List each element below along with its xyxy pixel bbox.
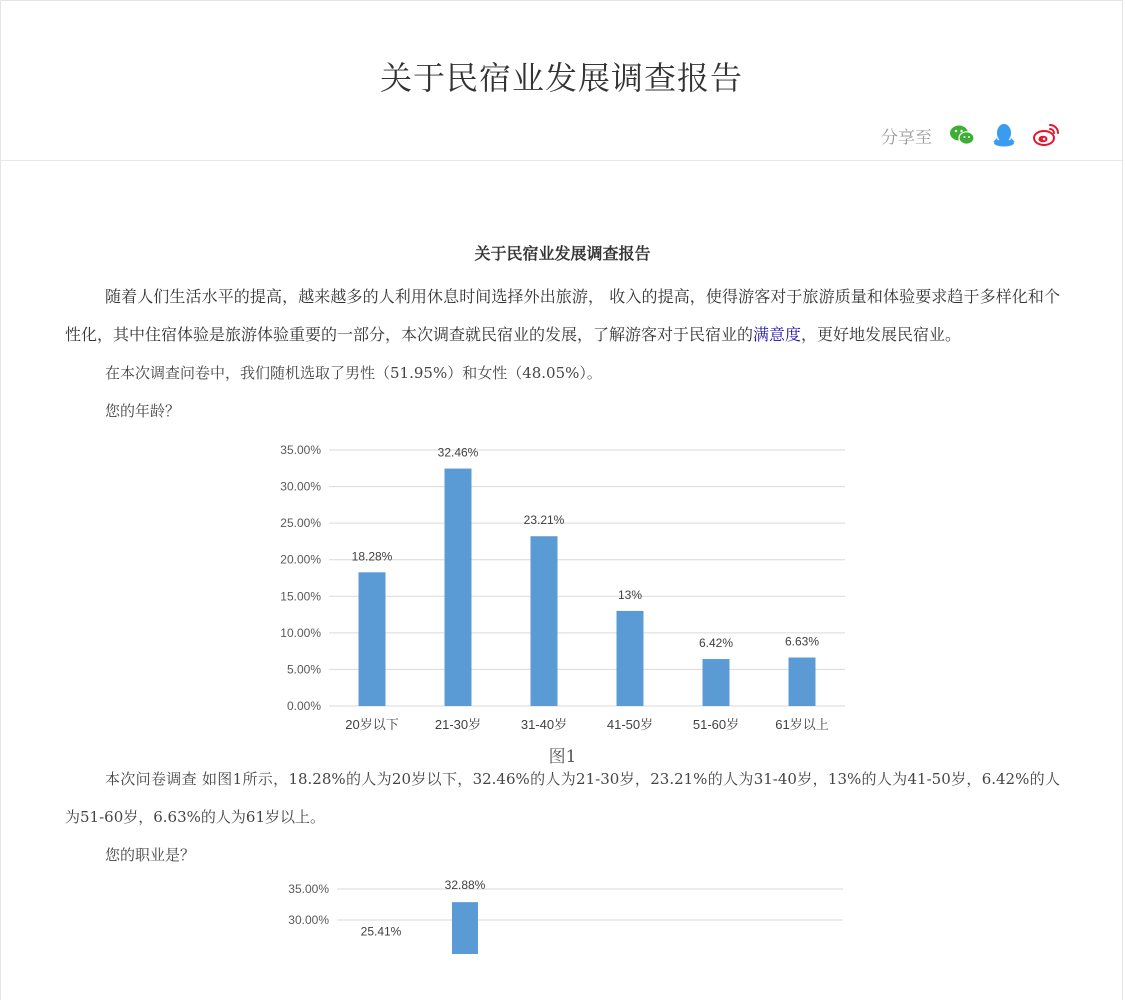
age-summary-paragraph: 本次问卷调查 如图1所示，18.28%的人为20岁以下，32.46%的人为21-30岁，23.21%的人为31-40岁，13%的人为41-50岁，6.42%的人为51-60岁，6.63%的人为61岁以上。 — [65, 770, 1060, 826]
y-tick-label: 30.00% — [280, 479, 321, 494]
y-tick-label: 0.00% — [286, 699, 321, 713]
data-label: 18.28% — [351, 549, 393, 564]
y-tick-label: 20.00% — [280, 552, 321, 567]
intro-text-end: ，更好地发展民宿业。 — [801, 325, 962, 344]
x-tick-label: 41-50岁 — [606, 717, 654, 732]
bar — [452, 902, 478, 954]
bar — [789, 658, 816, 706]
intro-text: 随着人们生活水平的提高，越来越多的人利用休息时间选择外出旅游， 收入的提高，使得游客对于旅游质量和体验要求趋于多样化和个性化，其中住宿体验是旅游体验重要的一部分，本次调查就民宿业的发展，了解游客对于民宿业的 — [65, 287, 1060, 344]
data-label: 6.63% — [784, 634, 820, 649]
age-bar-chart — [65, 430, 1062, 740]
job-question: 您的职业是？ — [105, 846, 196, 864]
y-tick-label: 10.00% — [280, 625, 321, 640]
bar — [359, 572, 386, 706]
job-chart — [65, 874, 1060, 954]
x-tick-label: 20岁以下 — [345, 717, 399, 732]
weibo-icon[interactable] — [1032, 121, 1060, 149]
article-body — [65, 241, 1060, 954]
page-title: 关于民宿业发展调查报告 — [379, 59, 743, 97]
qq-icon[interactable] — [990, 121, 1018, 149]
data-label: 6.42% — [698, 636, 734, 651]
y-tick-label: 35.00% — [280, 443, 321, 457]
data-label: 13% — [617, 587, 643, 602]
data-label: 23.21% — [523, 513, 565, 528]
x-tick-label: 31-40岁 — [520, 717, 568, 732]
y-tick-label: 15.00% — [280, 589, 321, 604]
article-title: 关于民宿业发展调查报告 — [474, 244, 651, 263]
page-header — [1, 1, 1122, 161]
y-tick-label: 35.00% — [288, 882, 329, 896]
data-label: 25.41% — [360, 924, 402, 939]
job-bar-chart — [65, 874, 1062, 954]
bar — [445, 469, 472, 706]
x-tick-label: 21-30岁 — [434, 717, 482, 732]
x-tick-label: 61岁以上 — [775, 717, 829, 732]
data-label: 32.88% — [444, 878, 486, 893]
bar — [703, 659, 730, 706]
wechat-icon[interactable] — [948, 121, 976, 149]
y-tick-label: 25.00% — [280, 516, 321, 531]
y-tick-label: 30.00% — [288, 913, 329, 927]
bar — [617, 611, 644, 706]
intro-paragraph — [65, 278, 1060, 354]
share-label: 分享至 — [881, 127, 932, 148]
data-label: 32.46% — [437, 445, 479, 460]
satisfaction-link[interactable]: 满意度 — [753, 325, 802, 344]
bar — [531, 536, 558, 706]
gender-paragraph: 在本次调查问卷中，我们随机选取了男性（51.95%）和女性（48.05%）。 — [105, 364, 602, 382]
y-tick-label: 5.00% — [286, 662, 321, 677]
age-chart — [65, 430, 1060, 767]
x-tick-label: 51-60岁 — [692, 717, 740, 732]
share-bar — [881, 121, 1060, 149]
age-question: 您的年龄？ — [105, 402, 181, 420]
figure1-caption: 图1 — [548, 747, 577, 767]
